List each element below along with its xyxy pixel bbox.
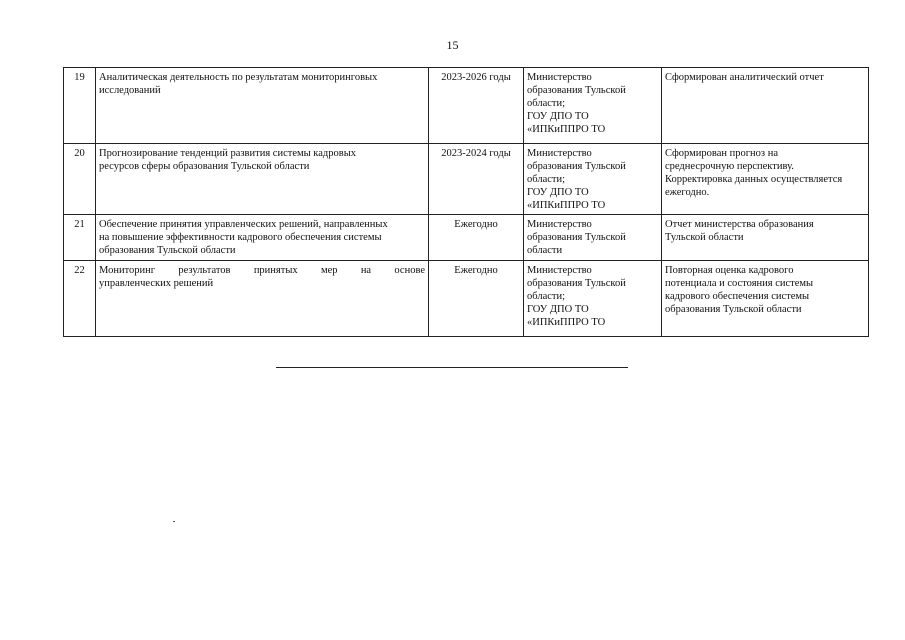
responsible-line: образования Тульской bbox=[527, 85, 626, 96]
result-line: ежегодно. bbox=[665, 187, 710, 198]
responsible-line: Министерство bbox=[527, 219, 592, 230]
row-number: 20 bbox=[64, 144, 96, 215]
responsible-line: Министерство bbox=[527, 72, 592, 83]
responsible-line: «ИПКиППРО ТО bbox=[527, 200, 606, 211]
responsible-cell bbox=[524, 261, 662, 337]
responsible-line: области; bbox=[527, 98, 566, 109]
responsible-cell bbox=[524, 68, 662, 144]
responsible-line: области bbox=[527, 245, 563, 256]
responsible-line: ГОУ ДПО ТО bbox=[527, 111, 589, 122]
activity-line: ресурсов сферы образования Тульской области bbox=[99, 161, 310, 172]
table-row bbox=[64, 68, 869, 144]
result-line: Корректировка данных осуществляется bbox=[665, 174, 843, 185]
result-line: образования Тульской области bbox=[665, 304, 802, 315]
activity-line: образования Тульской области bbox=[99, 245, 236, 256]
activity-cell bbox=[96, 144, 429, 215]
result-line: Повторная оценка кадрового bbox=[665, 265, 794, 276]
responsible-line: Министерство bbox=[527, 265, 592, 276]
responsible-line: Министерство bbox=[527, 148, 592, 159]
activity-line: Прогнозирование тенденций развития системы кадровых bbox=[99, 148, 357, 159]
result-line: среднесрочную перспективу. bbox=[665, 161, 794, 172]
activity-cell bbox=[96, 261, 429, 337]
result-cell bbox=[662, 215, 869, 261]
responsible-line: образования Тульской bbox=[527, 278, 626, 289]
result-line: Отчет министерства образования bbox=[665, 219, 814, 230]
term-cell: 2023-2026 годы bbox=[429, 68, 524, 144]
term-cell: 2023-2024 годы bbox=[429, 144, 524, 215]
result-cell bbox=[662, 261, 869, 337]
activity-line: исследований bbox=[99, 85, 161, 96]
result-line: потенциала и состояния системы bbox=[665, 278, 814, 289]
row-number: 21 bbox=[64, 215, 96, 261]
term-cell: Ежегодно bbox=[429, 215, 524, 261]
activity-line: Мониторинг результатов принятых мер на основе bbox=[99, 265, 425, 276]
responsible-line: области; bbox=[527, 291, 566, 302]
responsible-line: ГОУ ДПО ТО bbox=[527, 304, 589, 315]
table-row bbox=[64, 215, 869, 261]
result-cell bbox=[662, 144, 869, 215]
responsible-line: «ИПКиППРО ТО bbox=[527, 317, 606, 328]
closing-rule-divider bbox=[276, 367, 628, 368]
responsible-cell bbox=[524, 215, 662, 261]
activity-line: управленческих решений bbox=[99, 278, 214, 289]
page-number: 15 bbox=[446, 38, 459, 52]
action-plan-table bbox=[63, 67, 869, 337]
table-row bbox=[64, 261, 869, 337]
scan-speck bbox=[173, 521, 175, 522]
result-line: Сформирован аналитический отчет bbox=[665, 72, 824, 83]
activity-cell bbox=[96, 68, 429, 144]
result-line: кадрового обеспечения системы bbox=[665, 291, 810, 302]
result-cell bbox=[662, 68, 869, 144]
activity-line: Обеспечение принятия управленческих решений, направленных bbox=[99, 219, 388, 230]
responsible-line: области; bbox=[527, 174, 566, 185]
activity-line: Аналитическая деятельность по результатам мониторинговых bbox=[99, 72, 378, 83]
responsible-line: образования Тульской bbox=[527, 232, 626, 243]
result-line: Сформирован прогноз на bbox=[665, 148, 778, 159]
responsible-line: образования Тульской bbox=[527, 161, 626, 172]
responsible-line: «ИПКиППРО ТО bbox=[527, 124, 606, 135]
responsible-cell bbox=[524, 144, 662, 215]
row-number: 22 bbox=[64, 261, 96, 337]
result-line: Тульской области bbox=[665, 232, 744, 243]
activity-cell bbox=[96, 215, 429, 261]
table-row bbox=[64, 144, 869, 215]
activity-line: на повышение эффективности кадрового обеспечения системы bbox=[99, 232, 382, 243]
term-cell: Ежегодно bbox=[429, 261, 524, 337]
responsible-line: ГОУ ДПО ТО bbox=[527, 187, 589, 198]
row-number: 19 bbox=[64, 68, 96, 144]
